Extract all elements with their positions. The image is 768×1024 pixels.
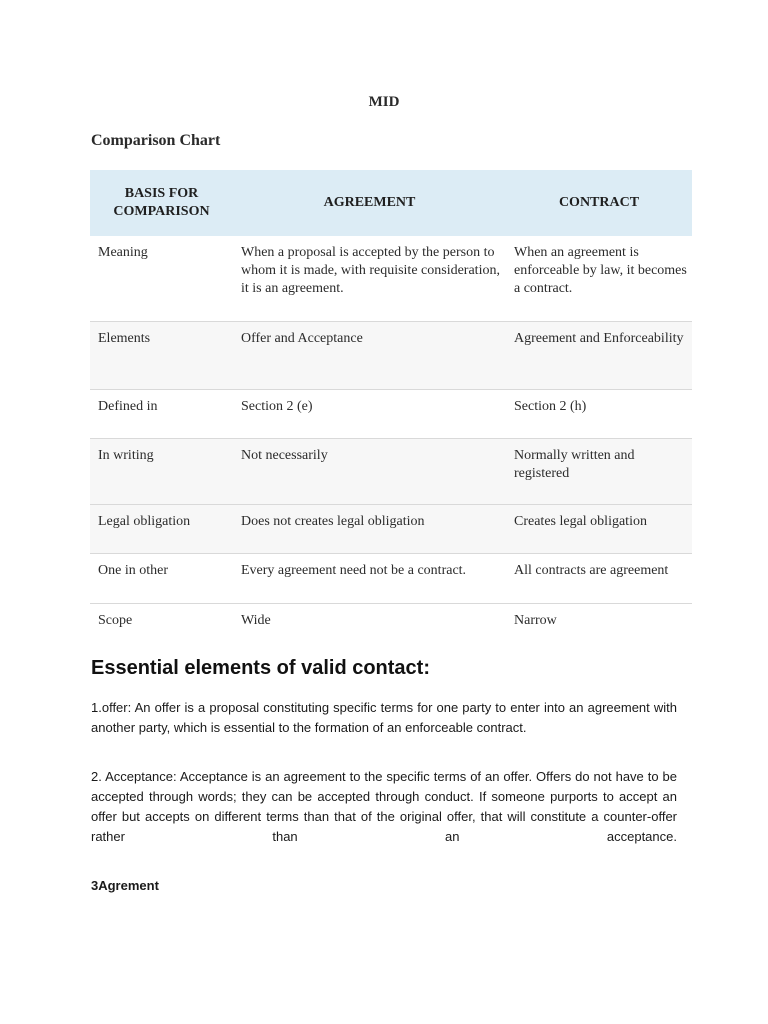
agreement-item: 3Agrement bbox=[91, 878, 159, 893]
agreement-cell: Every agreement need not be a contract. bbox=[233, 553, 506, 603]
table-header bbox=[90, 170, 692, 236]
agreement-cell: When a proposal is accepted by the person to whom it is made, with requisite consideration, it is an agreement. bbox=[241, 245, 500, 296]
row-label: Scope bbox=[90, 603, 233, 643]
table-row bbox=[90, 504, 692, 553]
header-contract: CONTRACT bbox=[506, 170, 692, 236]
table-row bbox=[90, 553, 692, 603]
contract-cell: Narrow bbox=[506, 603, 692, 643]
agreement-cell: Section 2 (e) bbox=[233, 389, 506, 438]
header-basis: BASIS FOR COMPARISON bbox=[90, 170, 233, 236]
agreement-cell: Wide bbox=[233, 603, 506, 643]
contract-cell: When an agreement is enforceable by law, it becomes a contract. bbox=[514, 245, 687, 296]
offer-paragraph: 1.offer: An offer is a proposal constituting specific terms for one party to enter into an agreement with another party, which is essential to the formation of an enforceable contract. bbox=[91, 700, 677, 735]
row-label: In writing bbox=[90, 438, 233, 504]
agreement-cell: Not necessarily bbox=[233, 438, 506, 504]
comparison-table bbox=[90, 170, 692, 643]
agreement-cell: Offer and Acceptance bbox=[233, 321, 506, 389]
table-row bbox=[90, 321, 692, 389]
essential-elements-heading: Essential elements of valid contact: bbox=[91, 657, 430, 679]
table-row bbox=[90, 438, 692, 504]
contract-cell: Creates legal obligation bbox=[506, 504, 692, 553]
contract-cell: Section 2 (h) bbox=[506, 389, 692, 438]
row-label: Legal obligation bbox=[90, 504, 233, 553]
table-row bbox=[90, 236, 692, 321]
header-agreement: AGREEMENT bbox=[233, 170, 506, 236]
row-label: Meaning bbox=[98, 245, 148, 260]
row-label: Elements bbox=[90, 321, 233, 389]
comparison-chart-title: Comparison Chart bbox=[91, 132, 221, 149]
table-row bbox=[90, 389, 692, 438]
document-title: MID bbox=[368, 94, 400, 110]
acceptance-paragraph: 2. Acceptance: Acceptance is an agreement to the specific terms of an offer. Offers do not have to be accepted through words; they can be accepted through conduct. If someone purports to accept an offer but accepts on different terms than that of the original offer, that will constitute a counter-offer rather than an acceptance. bbox=[91, 769, 677, 844]
contract-cell: Normally written and registered bbox=[506, 438, 692, 504]
contract-cell: Agreement and Enforceability bbox=[506, 321, 692, 389]
agreement-cell: Does not creates legal obligation bbox=[233, 504, 506, 553]
table-row bbox=[90, 603, 692, 643]
row-label: One in other bbox=[90, 553, 233, 603]
contract-cell: All contracts are agreement bbox=[506, 553, 692, 603]
row-label: Defined in bbox=[90, 389, 233, 438]
